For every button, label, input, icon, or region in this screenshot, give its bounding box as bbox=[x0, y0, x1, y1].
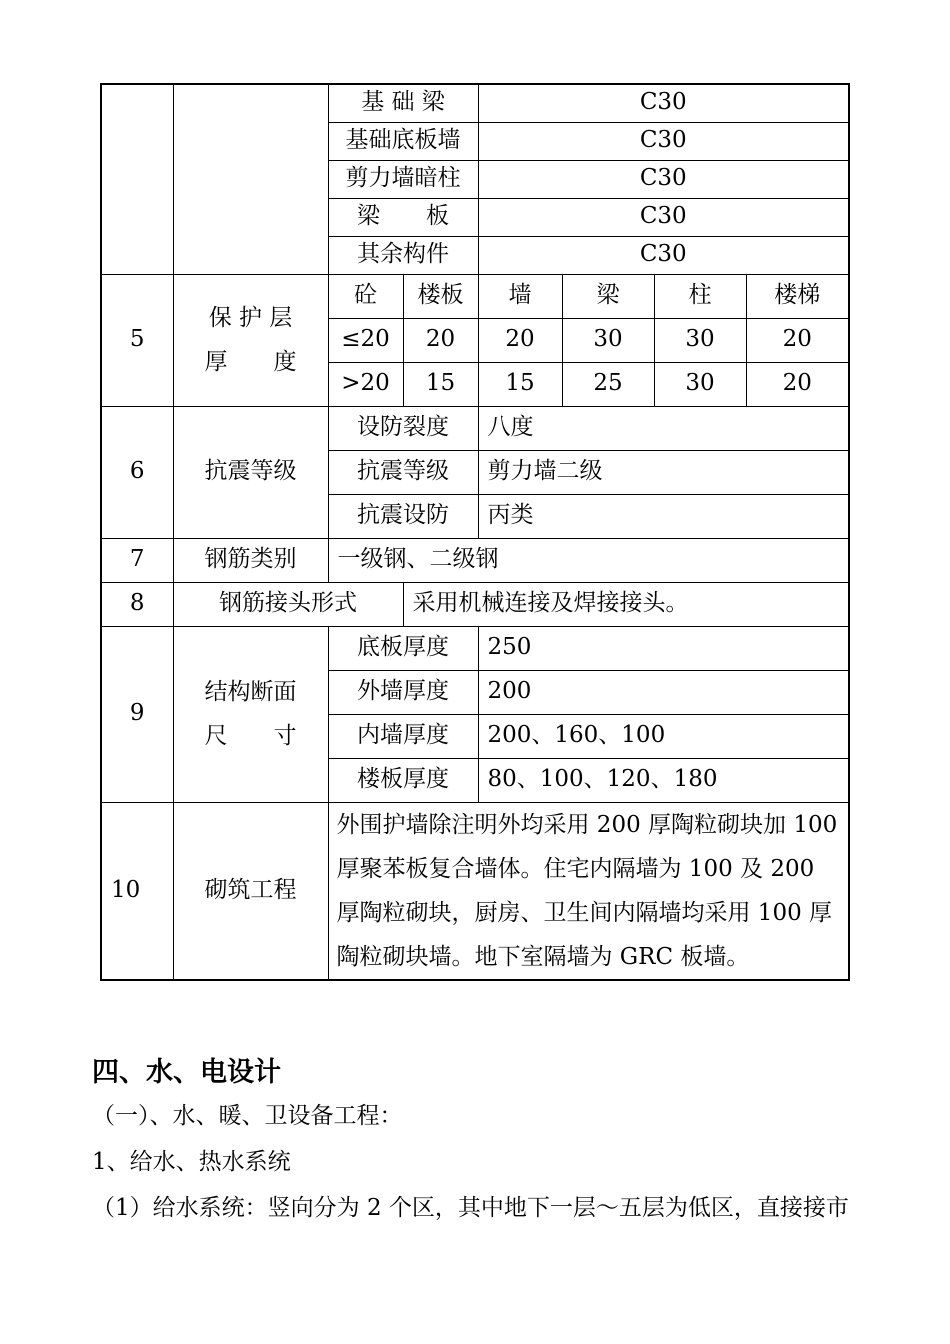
row-number-cell: 10 bbox=[101, 802, 173, 980]
concrete-item: 基 础 梁 bbox=[328, 84, 478, 122]
row-label-cell: 钢筋接头形式 bbox=[173, 582, 403, 626]
header-cell: 砼 bbox=[328, 274, 403, 318]
item-key: 外墙厚度 bbox=[328, 670, 478, 714]
spec-table bbox=[100, 83, 850, 981]
data-cell: 20 bbox=[403, 318, 478, 362]
label-line: 保 护 层 bbox=[208, 305, 293, 331]
item-value: 80、100、120、180 bbox=[478, 758, 849, 802]
item-key: 抗震等级 bbox=[328, 450, 478, 494]
subsection-heading: （一）、水、暖、卫设备工程： bbox=[92, 1103, 403, 1129]
concrete-grade: C30 bbox=[478, 122, 849, 160]
data-cell: 15 bbox=[403, 362, 478, 406]
paragraph: （1）给水系统：竖向分为 2 个区，其中地下一层～五层为低区，直接接市 bbox=[92, 1195, 849, 1221]
row-number-cell: 5 bbox=[101, 274, 173, 406]
concrete-item: 梁 板 bbox=[328, 198, 478, 236]
table-row bbox=[101, 626, 849, 670]
data-cell: 20 bbox=[746, 318, 849, 362]
item-value: 一级钢、二级钢 bbox=[328, 538, 849, 582]
concrete-item: 其余构件 bbox=[328, 236, 478, 274]
item-value: 丙类 bbox=[478, 494, 849, 538]
concrete-grade: C30 bbox=[478, 198, 849, 236]
row-number-cell bbox=[101, 84, 173, 274]
item-key: 楼板厚度 bbox=[328, 758, 478, 802]
label-line: 厚 度 bbox=[204, 349, 297, 375]
concrete-grade: C30 bbox=[478, 236, 849, 274]
header-cell: 柱 bbox=[654, 274, 746, 318]
header-cell: 楼板 bbox=[403, 274, 478, 318]
data-cell: ≤20 bbox=[328, 318, 403, 362]
data-cell: 20 bbox=[746, 362, 849, 406]
item-key: 底板厚度 bbox=[328, 626, 478, 670]
data-cell: 15 bbox=[478, 362, 562, 406]
table-row bbox=[101, 802, 849, 980]
item-value: 200、160、100 bbox=[478, 714, 849, 758]
item-value: 200 bbox=[478, 670, 849, 714]
section-title: 四、水、电设计 bbox=[92, 1057, 281, 1088]
item-key: 内墙厚度 bbox=[328, 714, 478, 758]
data-cell: 30 bbox=[562, 318, 654, 362]
data-cell: 30 bbox=[654, 362, 746, 406]
row-number-cell: 8 bbox=[101, 582, 173, 626]
row-label-cell bbox=[173, 84, 328, 274]
data-cell: 25 bbox=[562, 362, 654, 406]
concrete-grade: C30 bbox=[478, 84, 849, 122]
row-label-cell: 抗震等级 bbox=[173, 406, 328, 538]
table-row bbox=[101, 406, 849, 450]
row-label-cell bbox=[173, 626, 328, 802]
row-number-cell: 9 bbox=[101, 626, 173, 802]
row-number-cell: 6 bbox=[101, 406, 173, 538]
item-key: 抗震设防 bbox=[328, 494, 478, 538]
item-value: 剪力墙二级 bbox=[478, 450, 849, 494]
subsection-heading: 1、给水、热水系统 bbox=[92, 1149, 291, 1175]
item-value: 八度 bbox=[478, 406, 849, 450]
item-key: 设防裂度 bbox=[328, 406, 478, 450]
concrete-item: 基础底板墙 bbox=[328, 122, 478, 160]
item-value: 250 bbox=[478, 626, 849, 670]
item-value: 外围护墙除注明外均采用 200 厚陶粒砌块加 100 厚聚苯板复合墙体。住宅内隔墙为 100 及 200 厚陶粒砌块，厨房、卫生间内隔墙均采用 100 厚陶粒砌块墙。地下室隔墙为 GRC 板墙。 bbox=[328, 802, 849, 980]
row-label-cell: 钢筋类别 bbox=[173, 538, 328, 582]
data-cell: 20 bbox=[478, 318, 562, 362]
label-line: 尺 寸 bbox=[204, 723, 297, 749]
row-label-cell bbox=[173, 274, 328, 406]
data-cell: >20 bbox=[328, 362, 403, 406]
row-label-cell: 砌筑工程 bbox=[173, 802, 328, 980]
concrete-item: 剪力墙暗柱 bbox=[328, 160, 478, 198]
header-cell: 梁 bbox=[562, 274, 654, 318]
header-cell: 楼梯 bbox=[746, 274, 849, 318]
label-line: 结构断面 bbox=[204, 679, 297, 705]
item-value: 采用机械连接及焊接接头。 bbox=[403, 582, 849, 626]
table-row bbox=[101, 538, 849, 582]
concrete-grade: C30 bbox=[478, 160, 849, 198]
row-number-cell: 7 bbox=[101, 538, 173, 582]
header-cell: 墙 bbox=[478, 274, 562, 318]
table-row bbox=[101, 274, 849, 318]
table-row bbox=[101, 84, 849, 122]
data-cell: 30 bbox=[654, 318, 746, 362]
table-row bbox=[101, 582, 849, 626]
